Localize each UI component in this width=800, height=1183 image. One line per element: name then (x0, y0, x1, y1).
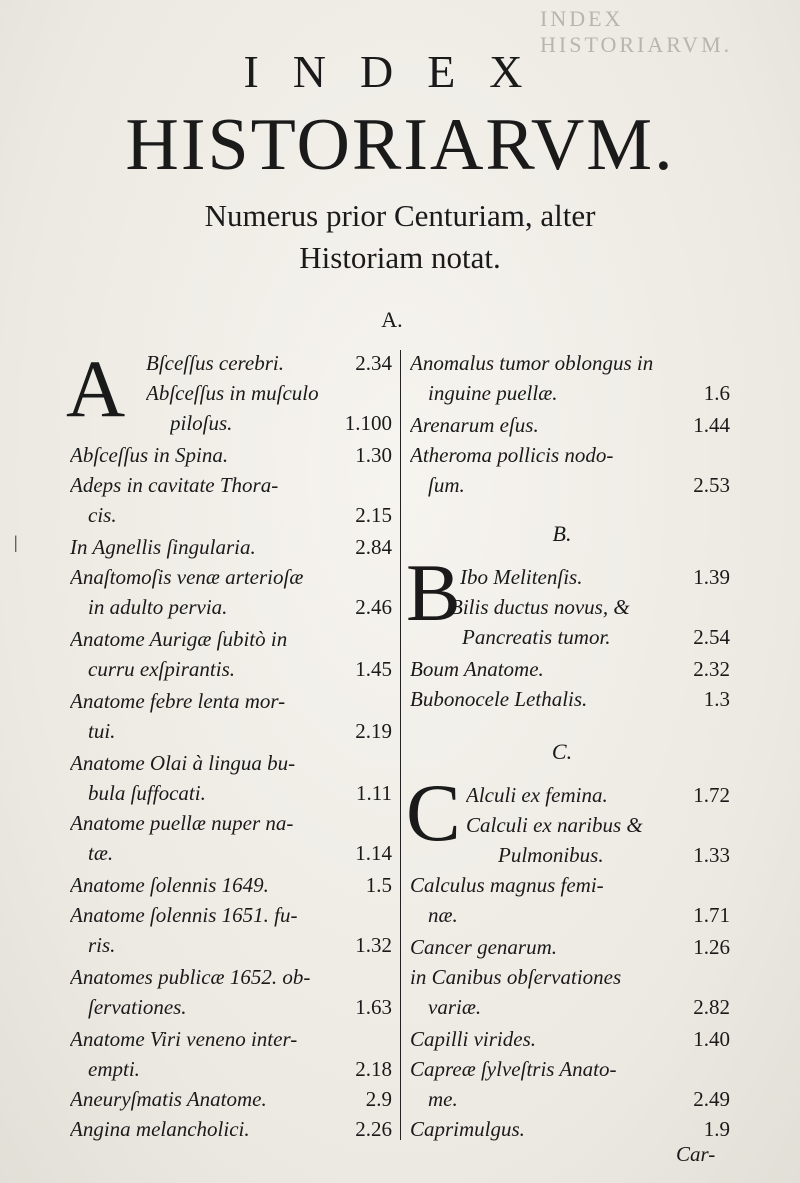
index-entry: piloſus. 1.100 (170, 411, 392, 435)
title-line-2: HISTORIARVM. (125, 104, 675, 186)
index-entry: ſervationes. 1.63 (88, 995, 392, 1019)
section-heading-b: B. (552, 521, 572, 546)
index-entry: in Canibus obſervationes (410, 965, 622, 989)
index-entry: Anatome Olai à lingua bu- (70, 751, 296, 775)
drop-cap-c: C (406, 767, 461, 858)
index-entry: Anaſtomoſis venæ arterioſæ (70, 565, 304, 589)
index-entry: variæ. 2.82 (428, 995, 730, 1019)
catchword: Car- (676, 1142, 716, 1166)
index-entry: tæ. 1.14 (88, 841, 392, 865)
title-line-1: INDEX (243, 46, 557, 97)
index-entry: Atheroma pollicis nodo- (410, 443, 614, 467)
subtitle-line-1: Numerus prior Centuriam, alter (204, 198, 596, 233)
index-entry: Anatome ſolennis 1651. fu- (70, 903, 298, 927)
index-entry: Aneuryſmatis Anatome. 2.9 (70, 1087, 392, 1111)
index-entry: ſum. 2.53 (428, 473, 730, 497)
running-head-bleedthrough: INDEX HISTORIARVM. (540, 6, 733, 57)
margin-mark: | (14, 532, 18, 552)
index-entry: Capilli virides. 1.40 (410, 1027, 730, 1051)
index-entry: Adeps in cavitate Thora- (70, 473, 279, 497)
index-entry: Abſceſſus in muſculo (146, 381, 319, 405)
index-entry: empti. 2.18 (88, 1057, 392, 1081)
index-entry: Cancer genarum. 1.26 (410, 935, 730, 959)
index-entry: Alculi ex femina. 1.72 (466, 783, 730, 807)
section-heading-a: A. (381, 307, 403, 332)
column-divider (400, 350, 401, 1140)
index-entry: Boum Anatome. 2.32 (410, 657, 730, 681)
index-entry: tui. 2.19 (88, 719, 392, 743)
index-entry: curru exſpirantis. 1.45 (88, 657, 392, 681)
index-entry: Pancreatis tumor. 2.54 (462, 625, 730, 649)
index-entry: Caprimulgus. 1.9 (410, 1117, 730, 1141)
index-entry: Bubonocele Lethalis. 1.3 (410, 687, 730, 711)
index-entry: Calculus magnus femi- (410, 873, 604, 897)
index-entry: inguine puellæ. 1.6 (428, 381, 730, 405)
index-entry: Anatome Aurigæ ſubitò in (70, 627, 288, 651)
index-entry: Anatomes publicæ 1652. ob- (70, 965, 311, 989)
index-entry: Anomalus tumor oblongus in (410, 351, 654, 375)
index-entry: Pulmonibus. 1.33 (498, 843, 730, 867)
index-entry: cis. 2.15 (88, 503, 392, 527)
index-entry: Bilis ductus novus, & (450, 595, 630, 619)
drop-cap-b: B (406, 547, 461, 638)
index-entry: Ibo Melitenſis. 1.39 (460, 565, 730, 589)
index-entry: Anatome puellæ nuper na- (70, 811, 294, 835)
index-entry: Anatome Viri veneno inter- (70, 1027, 298, 1051)
index-entry: bula ſuffocati. 1.11 (88, 781, 392, 805)
drop-cap-a: A (66, 343, 126, 434)
index-entry: in adulto pervia. 2.46 (88, 595, 392, 619)
index-entry: Bſceſſus cerebri. 2.34 (146, 351, 392, 375)
index-entry: Calculi ex naribus & (466, 813, 643, 837)
index-entry: In Agnellis ſingularia. 2.84 (70, 535, 392, 559)
index-entry: Arenarum eſus. 1.44 (410, 413, 730, 437)
index-entry: me. 2.49 (428, 1087, 730, 1111)
index-entry: Capreæ ſylveſtris Anato- (410, 1057, 617, 1081)
section-heading-c: C. (551, 739, 573, 764)
index-entry: ris. 1.32 (88, 933, 392, 957)
index-entry: Angina melancholici. 2.26 (70, 1117, 392, 1141)
index-entry: næ. 1.71 (428, 903, 730, 927)
index-entry: Abſceſſus in Spina. 1.30 (70, 443, 392, 467)
index-entry: Anatome ſolennis 1649. 1.5 (70, 873, 392, 897)
index-entry: Anatome febre lenta mor- (70, 689, 286, 713)
subtitle-line-2: Historiam notat. (299, 240, 501, 275)
